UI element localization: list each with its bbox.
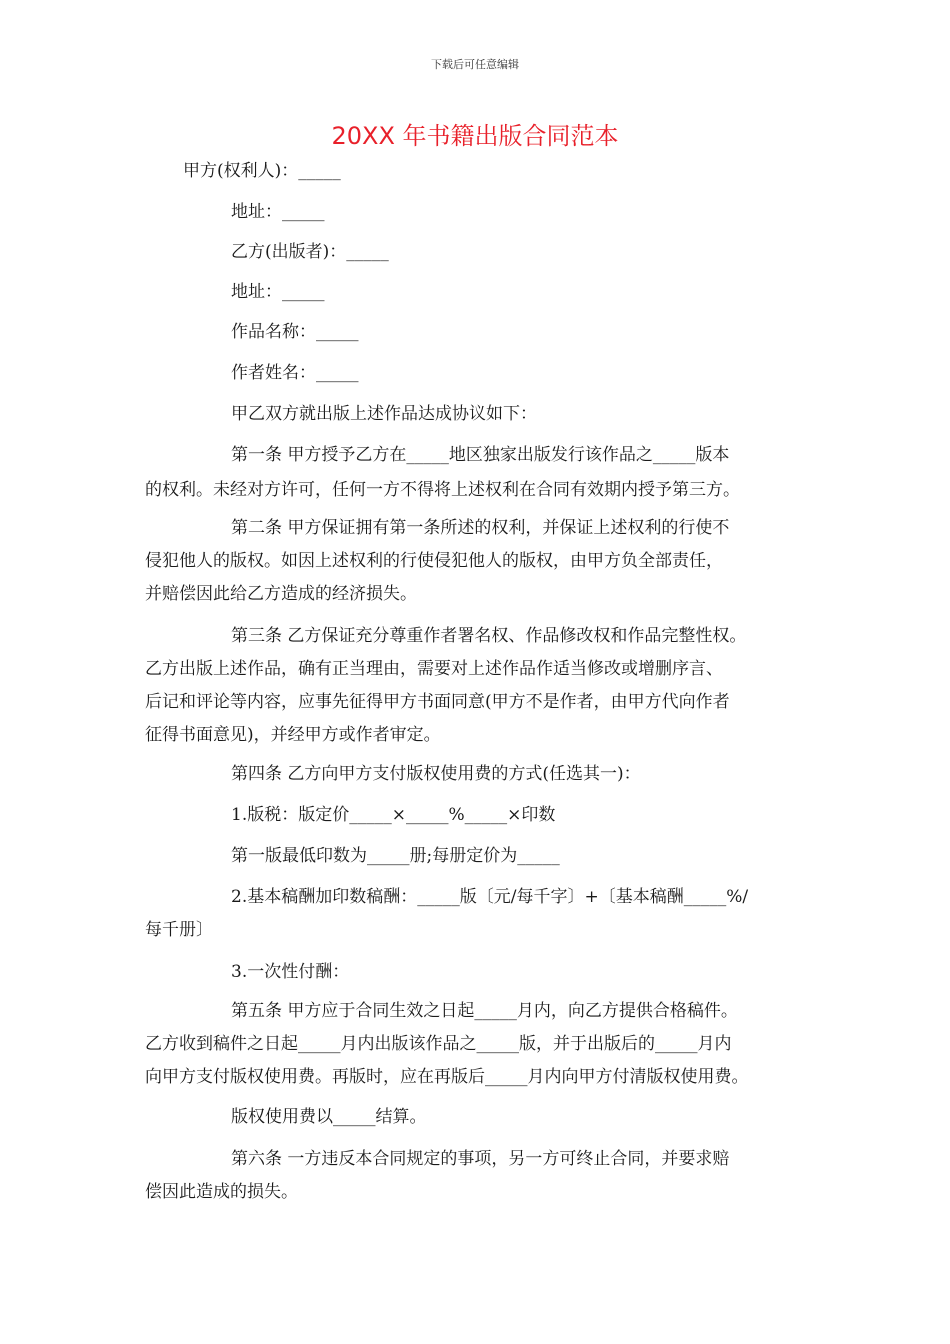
document-line: 第五条 甲方应于合同生效之日起_____月内，向乙方提供合格稿件。: [231, 1001, 738, 1021]
document-line: 甲乙双方就出版上述作品达成协议如下：: [231, 404, 537, 424]
document-line: 地址：_____: [231, 282, 325, 302]
document-line: 1.版税：版定价_____×_____%_____×印数: [231, 805, 556, 825]
document-line: 地址：_____: [231, 202, 325, 222]
document-line: 乙方收到稿件之日起_____月内出版该作品之_____版，并于出版后的_____月内: [145, 1034, 732, 1054]
document-line: 征得书面意见)，并经甲方或作者审定。: [145, 725, 441, 745]
document-line: 乙方出版上述作品，确有正当理由，需要对上述作品作适当修改或增删序言、: [145, 659, 723, 679]
document-line: 第六条 一方违反本合同规定的事项，另一方可终止合同，并要求赔: [231, 1149, 730, 1169]
document-line: 向甲方支付版权使用费。再版时，应在再版后_____月内向甲方付清版权使用费。: [145, 1067, 749, 1087]
document-line: 甲方(权利人)：_____: [183, 161, 341, 181]
document-line: 第二条 甲方保证拥有第一条所述的权利，并保证上述权利的行使不: [231, 518, 730, 538]
document-line: 作者姓名：_____: [231, 363, 359, 383]
document-line: 第一版最低印数为_____册;每册定价为_____: [231, 846, 560, 866]
document-line: 每千册〕: [145, 920, 213, 940]
document-line: 第四条 乙方向甲方支付版权使用费的方式(任选其一)：: [231, 764, 641, 784]
document-line: 偿因此造成的损失。: [145, 1182, 298, 1202]
document-line: 的权利。未经对方许可，任何一方不得将上述权利在合同有效期内授予第三方。: [145, 480, 740, 500]
document-line: 第一条 甲方授予乙方在_____地区独家出版发行该作品之_____版本: [231, 445, 730, 465]
document-line: 3.一次性付酬：: [231, 962, 350, 982]
page-header-note: 下载后可任意编辑: [431, 58, 519, 71]
document-line: 后记和评论等内容，应事先征得甲方书面同意(甲方不是作者，由甲方代向作者: [145, 692, 730, 712]
document-title: 20XX 年书籍出版合同范本: [331, 122, 619, 150]
document-line: 并赔偿因此给乙方造成的经济损失。: [145, 584, 417, 604]
document-line: 乙方(出版者)：_____: [231, 242, 389, 262]
document-line: 作品名称：_____: [231, 322, 359, 342]
document-line: 第三条 乙方保证充分尊重作者署名权、作品修改权和作品完整性权。: [231, 626, 747, 646]
document-line: 版权使用费以_____结算。: [231, 1107, 427, 1127]
document-line: 2.基本稿酬加印数稿酬：_____版〔元/每千字〕+〔基本稿酬_____%/: [231, 887, 749, 907]
document-line: 侵犯他人的版权。如因上述权利的行使侵犯他人的版权，由甲方负全部责任，: [145, 551, 723, 571]
